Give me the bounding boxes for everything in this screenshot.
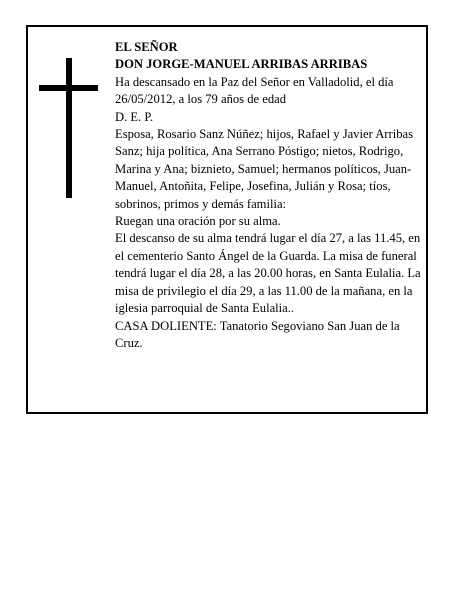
cross-horizontal-bar bbox=[39, 85, 98, 91]
death-statement: Ha descansado en la Paz del Señor en Valladolid, el día 26/05/2012, a los 79 años de edad bbox=[115, 74, 394, 107]
deceased-name: DON JORGE-MANUEL ARRIBAS ARRIBAS bbox=[115, 57, 368, 72]
heading-title: EL SEÑOR bbox=[115, 40, 178, 54]
family-list: Esposa, Rosario Sanz Núñez; hijos, Rafael y Javier Arribas Sanz; hija política, Ana Serrano Póstigo; nietos, Rodrigo, Marina y Ana; biznieto, Samuel; hermanos políticos, Juan-Manuel, Antoñita, Felipe, Josefina, Julián y Rosa; tíos, sobrinos, primos y demás familia: bbox=[115, 127, 413, 211]
obituary-notice bbox=[26, 25, 428, 414]
services-details: El descanso de su alma tendrá lugar el día 27, a las 11.45, en el cementerio Santo Ángel de la Guarda. La misa de funeral tendrá lugar el día 28, a las 20.00 horas, en Santa Eulalia. La misa de privilegio el día 29, a las 11.00 de la mañana, en la iglesia parroquial de Santa Eulalia.. bbox=[115, 231, 421, 316]
cross-vertical-bar bbox=[66, 58, 72, 198]
prayer-request: Ruegan una oración por su alma. bbox=[115, 214, 281, 229]
funeral-home: CASA DOLIENTE: Tanatorio Segoviano San Juan de la Cruz. bbox=[115, 318, 400, 350]
dep-abbreviation: D. E. P. bbox=[115, 109, 154, 124]
obituary-text bbox=[115, 39, 425, 352]
